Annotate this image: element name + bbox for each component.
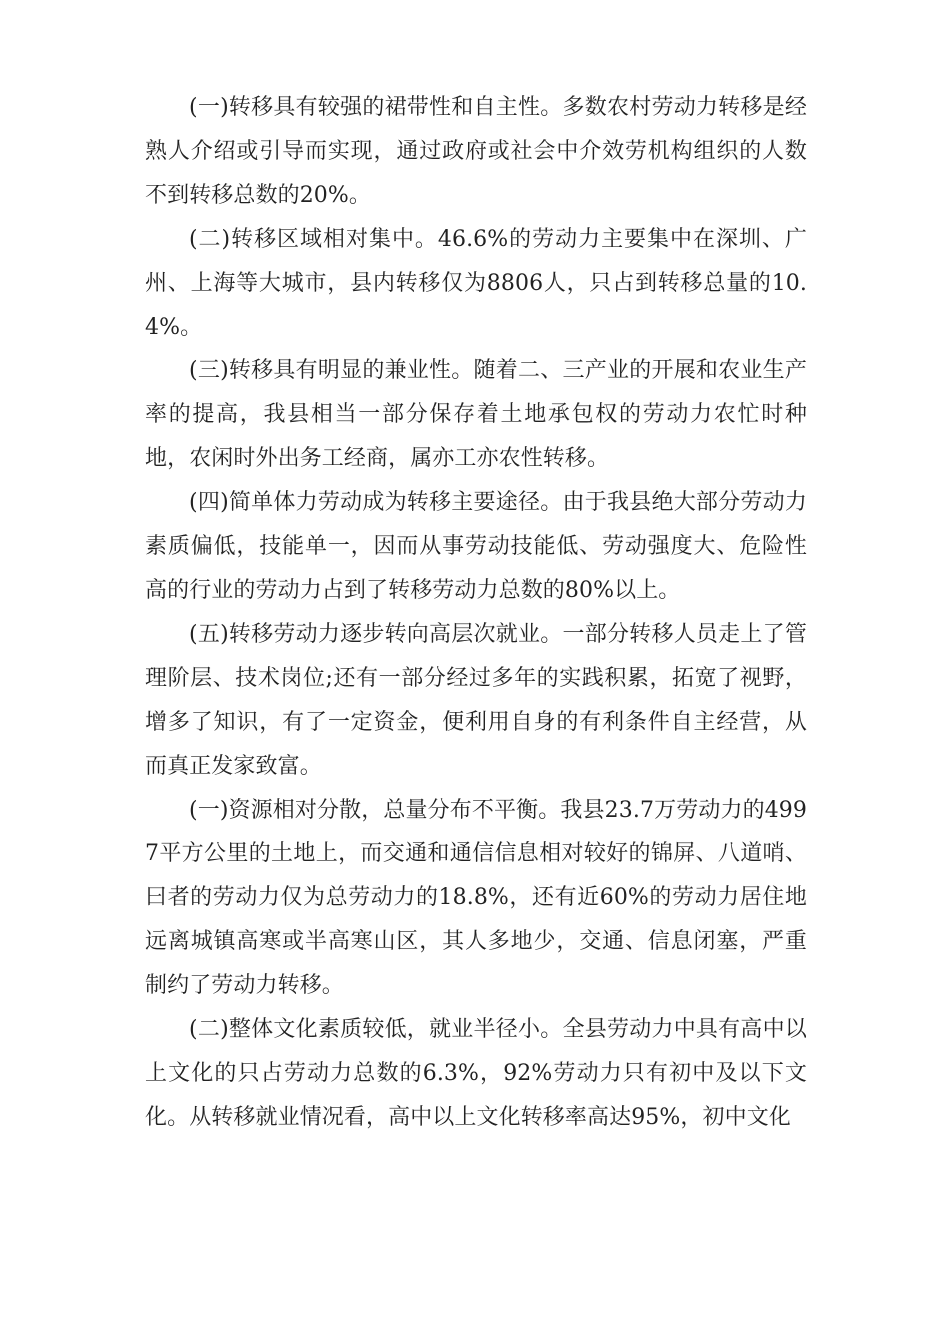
paragraph-5: (五)转移劳动力逐步转向高层次就业。一部分转移人员走上了管理阶层、技术岗位;还有一部分经过多年的实践积累，拓宽了视野，增多了知识，有了一定资金，便利用自身的有利条件自主经营，从而真正发家致富。 <box>145 621 807 779</box>
paragraph-3: (三)转移具有明显的兼业性。随着二、三产业的开展和农业生产率的提高，我县相当一部分保存着土地承包权的劳动力农忙时种地，农闲时外出务工经商，属亦工亦农性转移。 <box>145 358 807 472</box>
document-body <box>145 86 807 1140</box>
paragraph-6: (一)资源相对分散，总量分布不平衡。我县23.7万劳动力的4997平方公里的土地上，而交通和通信信息相对较好的锦屏、八道哨、曰者的劳动力仅为总劳动力的18.8%，还有近60%的劳动力居住地远离城镇高寒或半高寒山区，其人多地少，交通、信息闭塞，严重制约了劳动力转移。 <box>145 797 807 999</box>
paragraph-7: (二)整体文化素质较低，就业半径小。全县劳动力中具有高中以上文化的只占劳动力总数的6.3%，92%劳动力只有初中及以下文化。从转移就业情况看，高中以上文化转移率高达95%，初中文化 <box>145 1017 807 1130</box>
paragraph-4: (四)简单体力劳动成为转移主要途径。由于我县绝大部分劳动力素质偏低，技能单一，因而从事劳动技能低、劳动强度大、危险性高的行业的劳动力占到了转移劳动力总数的80%以上。 <box>145 490 807 603</box>
paragraph-1: (一)转移具有较强的裙带性和自主性。多数农村劳动力转移是经熟人介绍或引导而实现，通过政府或社会中介效劳机构组织的人数不到转移总数的20%。 <box>145 95 807 208</box>
paragraph-2: (二)转移区域相对集中。46.6%的劳动力主要集中在深圳、广州、上海等大城市，县内转移仅为8806人，只占到转移总量的10.4%。 <box>145 226 807 340</box>
